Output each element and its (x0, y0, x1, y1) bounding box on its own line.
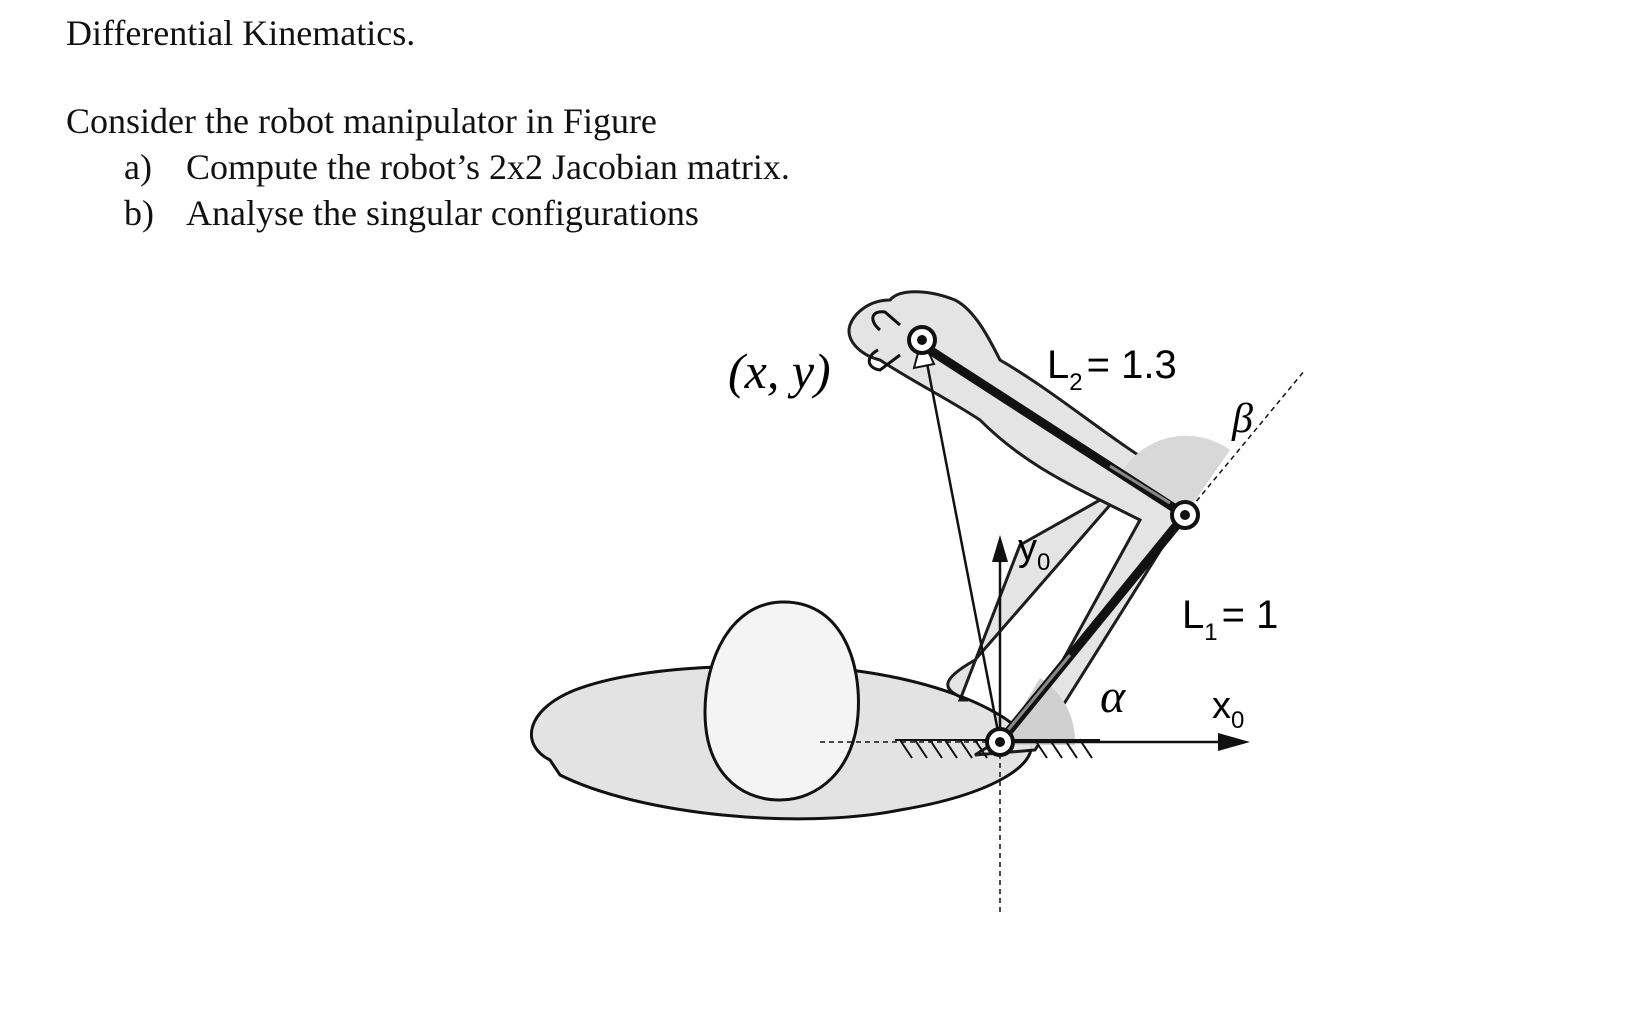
problem-intro: Consider the robot manipulator in Figure (66, 101, 657, 141)
end-effector-joint-center (917, 335, 927, 345)
elbow-joint-center (1180, 510, 1190, 520)
end-effector-label: (x, y) (728, 343, 831, 399)
x0-arrowhead (1218, 733, 1250, 751)
link1-label (1182, 593, 1278, 646)
document-title: Differential Kinematics. (66, 13, 416, 53)
alpha-label: α (1100, 670, 1126, 723)
link2-label (1047, 343, 1177, 396)
y0-label-sub: 0 (1037, 549, 1051, 576)
y0-arrowhead (992, 535, 1008, 562)
link1-label-rest: = 1 (1221, 593, 1279, 637)
link1-label-sub: 1 (1204, 619, 1218, 646)
item-b-label: b) (124, 193, 154, 233)
link2-label-rest: = 1.3 (1086, 343, 1177, 387)
robot-head (705, 602, 858, 800)
x0-label-main: x (1212, 685, 1231, 727)
link2-label-sub: 2 (1069, 369, 1083, 396)
link2-label-main: L (1047, 343, 1070, 387)
item-a-label: a) (124, 147, 152, 187)
link1-label-main: L (1182, 593, 1205, 637)
beta-label: β (1232, 396, 1253, 442)
item-a-text: Compute the robot’s 2x2 Jacobian matrix. (186, 147, 790, 187)
x0-label-sub: 0 (1231, 707, 1245, 734)
item-b-text: Analyse the singular configurations (186, 193, 699, 233)
base-joint-center (995, 737, 1005, 747)
x0-label (1212, 685, 1244, 734)
y0-label-main: y (1018, 527, 1037, 569)
